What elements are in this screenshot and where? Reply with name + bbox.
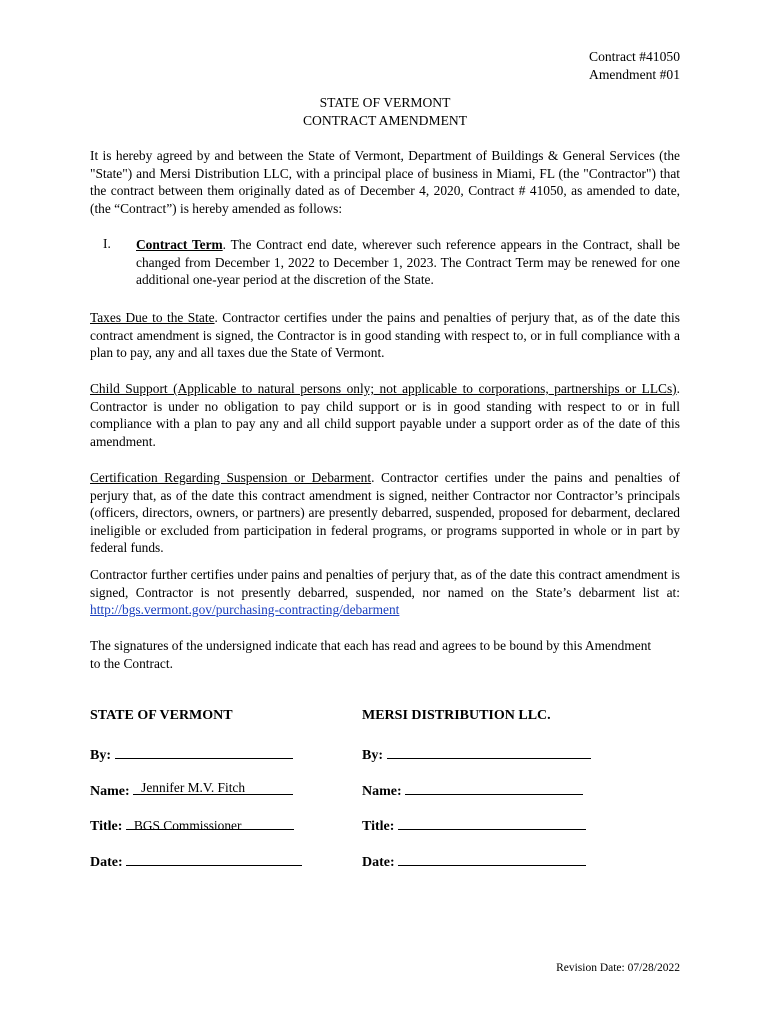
right-title-label: Title:	[362, 819, 395, 834]
child-support-paragraph	[90, 380, 680, 450]
left-name-row	[90, 780, 293, 800]
taxes-paragraph	[90, 309, 680, 362]
right-name-row	[362, 780, 583, 800]
taxes-heading: Taxes Due to the State	[90, 310, 215, 325]
debarment-list-link[interactable]: http://bgs.vermont.gov/purchasing-contracting/debarment	[90, 602, 400, 618]
left-name-value: Jennifer M.V. Fitch	[141, 780, 246, 795]
right-by-row	[362, 744, 591, 764]
item-number: I.	[103, 236, 111, 251]
contract-number: Contract #41050	[589, 49, 680, 64]
right-name-label: Name:	[362, 784, 402, 799]
left-title-row	[90, 815, 294, 835]
amendment-number: Amendment #01	[589, 67, 680, 82]
debarment-text: . Contractor certifies under the pains and penalties of perjury that, as of the date this contract amendment is signed, neither Contractor nor Contractor’s principals (officers, directors, owners, or partners) are presently debarred, suspended, proposed for debarment, declared ineligible or excluded from participation in federal programs, or programs supported in whole or in part by federal funds.	[90, 470, 680, 556]
right-party-name: MERSI DISTRIBUTION LLC.	[362, 708, 551, 723]
taxes-text: . Contractor certifies under the pains and penalties of perjury that, as of the date this contract amendment is signed, the Contractor is in good standing with respect to, or in full compliance with a plan to pay, any and all taxes due the State of Vermont.	[90, 310, 680, 361]
right-by-label: By:	[362, 748, 383, 763]
left-name-line[interactable]	[133, 780, 293, 795]
child-support-heading: Child Support (Applicable to natural persons only; not applicable to corporations, partnerships or LLCs)	[90, 381, 677, 396]
revision-date: Revision Date: 07/28/2022	[556, 962, 680, 974]
contract-reference	[589, 48, 680, 84]
left-by-label: By:	[90, 748, 111, 763]
right-title-row	[362, 815, 586, 835]
left-by-row	[90, 744, 293, 764]
left-date-label: Date:	[90, 855, 123, 870]
right-date-label: Date:	[362, 855, 395, 870]
title-line-2: CONTRACT AMENDMENT	[302, 113, 467, 128]
title-line-1: STATE OF VERMONT	[319, 95, 451, 110]
contract-term-item	[136, 236, 680, 289]
left-date-line[interactable]	[126, 851, 302, 866]
right-title-line[interactable]	[398, 815, 586, 830]
document-title	[0, 94, 770, 130]
contract-term-text: . The Contract end date, wherever such reference appears in the Contract, shall be changed from December 1, 2022 to December 1, 2023. The Contract Term may be renewed for one additional one-year period at the discretion of the State.	[136, 237, 680, 288]
contract-term-heading: Contract Term	[136, 237, 223, 252]
right-date-row	[362, 851, 586, 871]
further-certification-paragraph	[90, 566, 680, 619]
intro-paragraph: It is hereby agreed by and between the State of Vermont, Department of Buildings & General Services (the "State") and Mersi Distribution LLC, with a principal place of business in Miami, FL (the "Contractor") that the contract between them originally dated as of December 4, 2020, Contract # 41050, as amended to date, (the “Contract”) is hereby amended as follows:	[90, 148, 680, 216]
left-by-signature-line[interactable]	[115, 744, 293, 759]
further-text: Contractor further certifies under pains and penalties of perjury that, as of the date this contract amendment is signed, Contractor is not presently debarred, suspended, nor named on the State’s debarment list at:	[90, 567, 680, 600]
left-date-row	[90, 851, 302, 871]
right-name-line[interactable]	[405, 780, 583, 795]
debarment-paragraph	[90, 469, 680, 557]
child-support-text: . Contractor is under no obligation to pay child support or is in good standing with respect to or in full compliance with a plan to pay any and all child support payable under a support order as of the date of this amendment.	[90, 381, 680, 449]
left-title-value: BGS Commissioner	[133, 818, 242, 833]
left-party-name: STATE OF VERMONT	[90, 708, 233, 723]
right-by-signature-line[interactable]	[387, 744, 591, 759]
left-name-label: Name:	[90, 784, 130, 799]
left-title-line[interactable]	[126, 815, 294, 833]
left-title-label: Title:	[90, 819, 123, 834]
signatures-intro: The signatures of the undersigned indicate that each has read and agrees to be bound by this Amendment to the Contract.	[90, 638, 652, 671]
right-date-line[interactable]	[398, 851, 586, 866]
debarment-heading: Certification Regarding Suspension or Debarment	[90, 470, 372, 485]
